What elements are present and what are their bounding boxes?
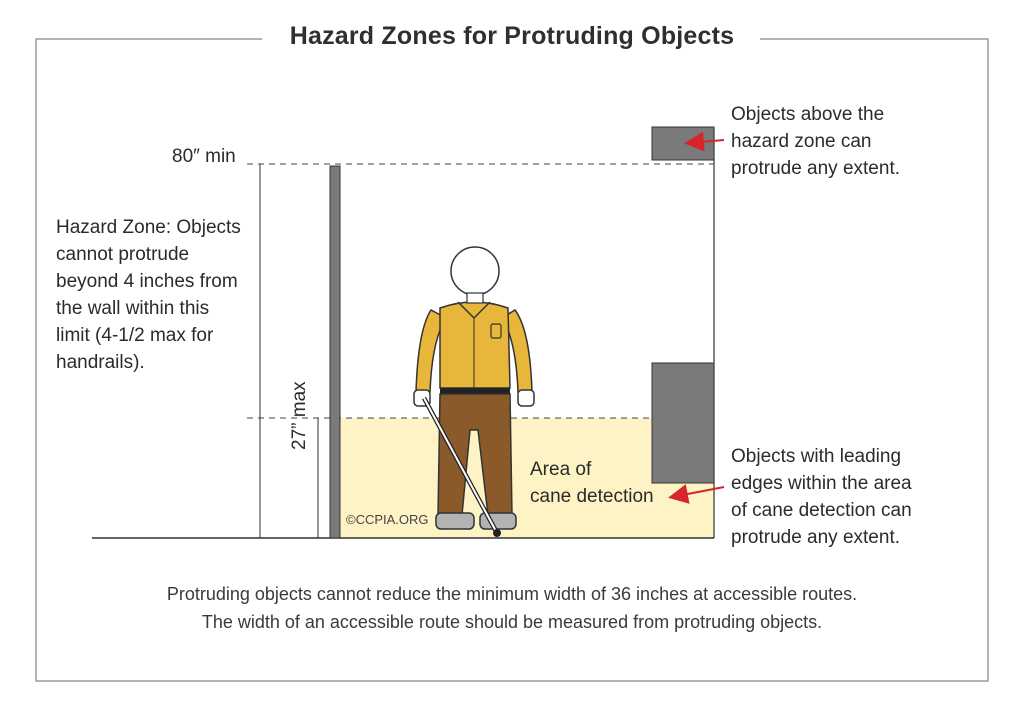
cane-detection-label	[530, 456, 654, 510]
note-line: the wall within this	[56, 298, 210, 319]
note-line: Objects above the	[731, 104, 885, 125]
label-line: cane detection	[530, 486, 654, 507]
objects-above-note	[731, 101, 900, 182]
note-line: protrude any extent.	[731, 527, 900, 548]
upper-protruding-object	[652, 127, 714, 160]
dimension-80-label: 80″ min	[172, 146, 236, 167]
note-line: edges within the area	[731, 473, 912, 494]
note-line: beyond 4 inches from	[56, 271, 238, 292]
leading-edges-note	[731, 443, 912, 551]
note-line: Hazard Zone: Objects	[56, 217, 241, 238]
copyright-text: ©CCPIA.ORG	[346, 512, 429, 527]
label-line: Area of	[530, 459, 592, 480]
note-line: of cane detection can	[731, 500, 912, 521]
hazard-zone-note	[56, 214, 241, 376]
footer-line: Protruding objects cannot reduce the minimum width of 36 inches at accessible routes.	[166, 584, 858, 604]
wall-post	[330, 166, 340, 538]
note-line: Objects with leading	[731, 446, 902, 467]
note-line: cannot protrude	[56, 244, 190, 265]
note-line: limit (4-1/2 max for	[56, 325, 214, 346]
diagram-title: Hazard Zones for Protruding Objects	[289, 22, 735, 50]
footer-caption	[0, 580, 1024, 636]
dimension-27-label: 27” max	[289, 381, 310, 450]
lower-protruding-object	[652, 363, 714, 483]
note-line: protrude any extent.	[731, 158, 900, 179]
note-line: hazard zone can	[731, 131, 872, 152]
note-line: handrails).	[56, 352, 145, 373]
footer-line: The width of an accessible route should be measured from protruding objects.	[201, 612, 823, 632]
